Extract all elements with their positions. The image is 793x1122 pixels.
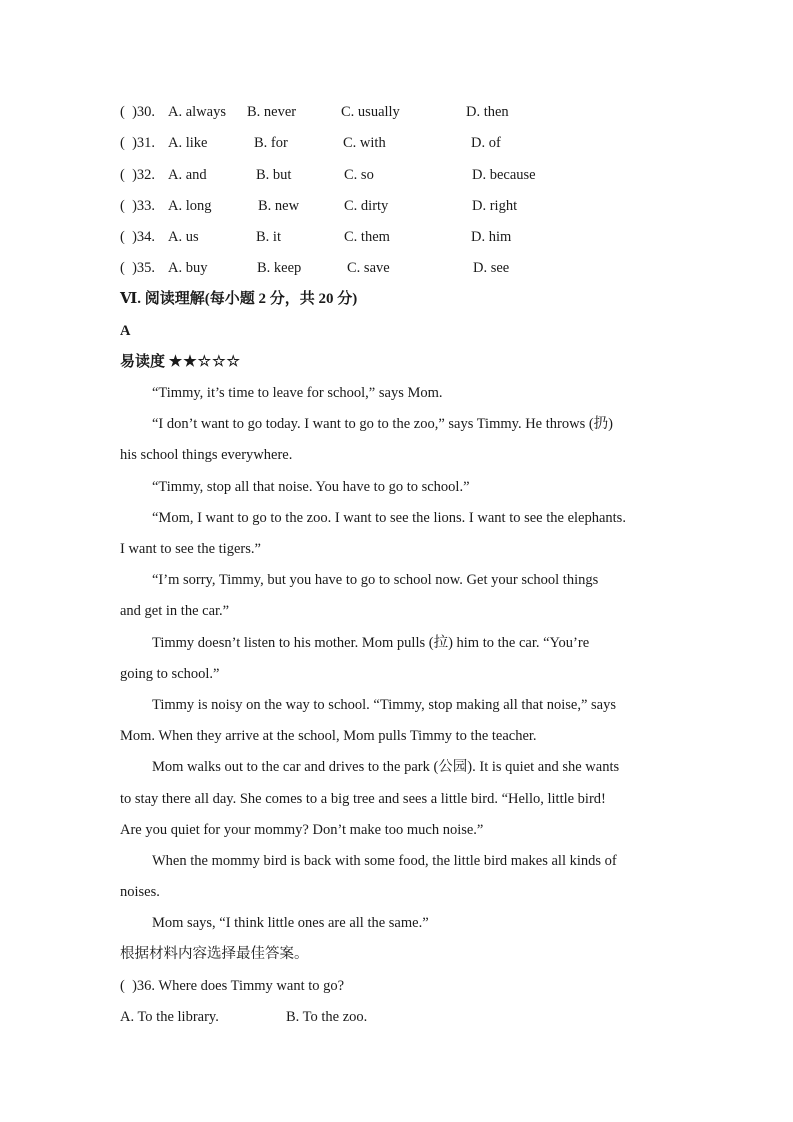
- question-number: ( )30.: [120, 104, 156, 120]
- option-b: B. never: [247, 104, 297, 120]
- passage-line: and get in the car.”: [120, 603, 230, 619]
- passage-line: I want to see the tigers.”: [120, 541, 261, 557]
- difficulty-label: 易读度: [120, 354, 166, 370]
- question-number: ( )35.: [120, 260, 156, 276]
- passage-line: “Timmy, stop all that noise. You have to go to school.”: [152, 479, 470, 495]
- option-b: B. new: [258, 198, 300, 214]
- option-d: D. because: [472, 167, 536, 183]
- passage-line: Mom. When they arrive at the school, Mom pulls Timmy to the teacher.: [120, 728, 537, 744]
- option-c: C. with: [343, 135, 386, 151]
- option-d: D. then: [466, 104, 509, 120]
- difficulty-rating: [120, 353, 241, 371]
- passage-line: Timmy is noisy on the way to school. “Timmy, stop making all that noise,” says: [152, 697, 616, 713]
- option-a: A. like: [168, 135, 208, 151]
- option-d: D. right: [472, 198, 518, 214]
- option-a: A. always: [168, 104, 226, 120]
- part-label: A: [120, 323, 131, 339]
- option-c: C. usually: [341, 104, 400, 120]
- option-a: A. To the library.: [120, 1009, 219, 1025]
- difficulty-stars: ★★☆☆☆: [168, 354, 242, 370]
- option-b: B. for: [254, 135, 288, 151]
- passage-line: Are you quiet for your mommy? Don’t make too much noise.”: [120, 822, 484, 838]
- passage-line: “Mom, I want to go to the zoo. I want to see the lions. I want to see the elephants.: [152, 510, 626, 526]
- section-title: Ⅵ. 阅读理解(每小题 2 分，共 20 分): [120, 291, 358, 307]
- option-c: C. dirty: [344, 198, 389, 214]
- question-number: ( )33.: [120, 198, 156, 214]
- option-d: D. him: [471, 229, 512, 245]
- passage-line: noises.: [120, 884, 160, 900]
- option-c: C. them: [344, 229, 390, 245]
- passage-line: going to school.”: [120, 666, 220, 682]
- option-d: D. see: [473, 260, 510, 276]
- option-b: B. but: [256, 167, 292, 183]
- option-a: A. us: [168, 229, 199, 245]
- option-d: D. of: [471, 135, 501, 151]
- passage-line: When the mommy bird is back with some food, the little bird makes all kinds of: [152, 853, 617, 869]
- option-c: C. save: [347, 260, 390, 276]
- option-b: B. it: [256, 229, 281, 245]
- passage-line: “Timmy, it’s time to leave for school,” says Mom.: [152, 385, 443, 401]
- option-a: A. buy: [168, 260, 208, 276]
- instruction: 根据材料内容选择最佳答案。: [120, 946, 309, 962]
- passage-line: “I’m sorry, Timmy, but you have to go to school now. Get your school things: [152, 572, 599, 588]
- question-number: ( )34.: [120, 229, 156, 245]
- option-c: C. so: [344, 167, 374, 183]
- passage-line: “I don’t want to go today. I want to go to the zoo,” says Timmy. He throws (扔): [152, 416, 613, 432]
- option-a: A. and: [168, 167, 207, 183]
- question-36-stem: ( )36. Where does Timmy want to go?: [120, 978, 345, 994]
- option-b: B. keep: [257, 260, 302, 276]
- passage-line: his school things everywhere.: [120, 447, 293, 463]
- option-b: B. To the zoo.: [286, 1009, 368, 1025]
- passage-line: Mom walks out to the car and drives to the park (公园). It is quiet and she wants: [152, 759, 620, 775]
- passage-line: Timmy doesn’t listen to his mother. Mom pulls (拉) him to the car. “You’re: [152, 635, 590, 651]
- question-number: ( )32.: [120, 167, 156, 183]
- option-a: A. long: [168, 198, 212, 214]
- passage-line: Mom says, “I think little ones are all the same.”: [152, 915, 429, 931]
- question-number: ( )31.: [120, 135, 156, 151]
- passage-line: to stay there all day. She comes to a big tree and sees a little bird. “Hello, little bird!: [120, 791, 606, 807]
